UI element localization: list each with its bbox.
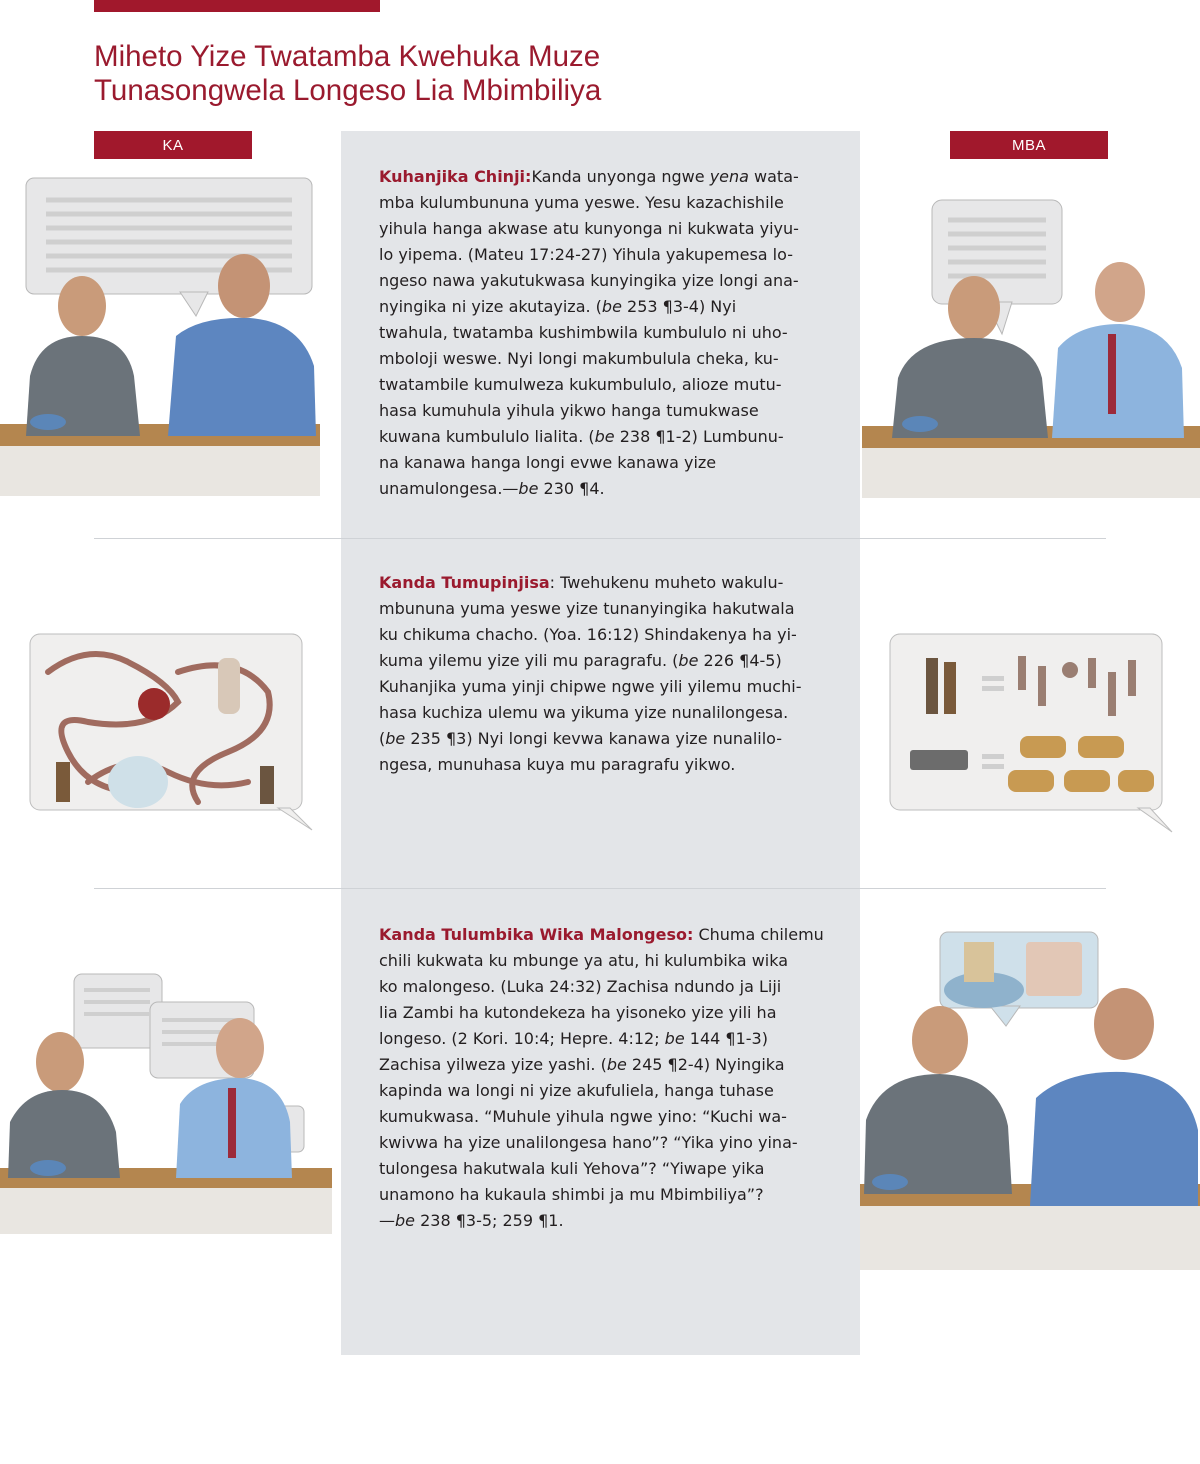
row2-left-illustration	[28, 632, 318, 832]
paragraph-line: yihula hanga akwase atu kunyonga ni kukwata yiyu-	[379, 219, 799, 238]
section-lead: Kanda Tulumbika Wika Malongeso:	[379, 925, 694, 944]
paragraph-line: unamono ha kukaula shimbi ja mu Mbimbiliya”?	[379, 1185, 764, 1204]
paragraph-line: nyingika ni yize akutayiza. (be 253 ¶3-4) Nyi	[379, 297, 737, 316]
paragraph-line: mboloji weswe. Nyi longi makumbulula cheka, ku-	[379, 349, 779, 368]
paragraph-line: kwivwa ha yize unalilongesa hano”? “Yika yino yina-	[379, 1133, 798, 1152]
paragraph-line: (be 235 ¶3) Nyi longi kevwa kanawa yize nunalilo-	[379, 729, 783, 748]
paragraph-line: longeso. (2 Kori. 10:4; Hepre. 4:12; be 144 ¶1-3)	[379, 1029, 768, 1048]
row3-right-illustration	[860, 930, 1200, 1270]
section-1-paragraph	[379, 164, 839, 502]
section-3-paragraph	[379, 922, 839, 1234]
paragraph-line: hasa kuchiza ulemu wa yikuma yize nunalilongesa.	[379, 703, 789, 722]
heart-thought-bubble-icon	[860, 930, 1200, 1270]
paragraph-line: ngesa, munuhasa kuya mu paragrafu yikwo.	[379, 755, 736, 774]
tangled-arrows-bubble-icon	[28, 632, 318, 832]
reference-abbrev: be	[385, 729, 406, 748]
paragraph-line: —be 238 ¶3-5; 259 ¶1.	[379, 1211, 564, 1230]
paragraph-line: kuwana kumbululo lialita. (be 238 ¶1-2) Lumbunu-	[379, 427, 784, 446]
page-title	[94, 40, 601, 108]
row1-right-illustration	[862, 198, 1200, 498]
paragraph-line: Kuhanjika Chinji:Kanda unyonga ngwe yena wata-	[379, 167, 799, 186]
paragraph-line: chili kukwata ku mbunge ya atu, hi kulumbika wika	[379, 951, 789, 970]
people-talking-bubble-icon	[862, 198, 1200, 498]
top-accent-bar	[94, 0, 380, 12]
simple-equation-bubble-icon	[888, 632, 1178, 834]
reference-abbrev: be	[678, 651, 699, 670]
reference-abbrev: be	[606, 1055, 627, 1074]
section-lead: Kanda Tumupinjisa	[379, 573, 550, 592]
people-talking-bubble-icon	[0, 176, 330, 496]
paragraph-line: lia Zambi ha kutondekeza ha yisoneko yize yili ha	[379, 1003, 777, 1022]
paragraph-line: lo yipema. (Mateu 17:24-27) Yihula yakupemesa lo-	[379, 245, 793, 264]
paragraph-line: mba kulumbununa yuma yeswe. Yesu kazachishile	[379, 193, 784, 212]
reference-abbrev: be	[601, 297, 622, 316]
paragraph-line: tulongesa hakutwala kuli Yehova”? “Yiwape yika	[379, 1159, 765, 1178]
paragraph-line: ko malongeso. (Luka 24:32) Zachisa ndundo ja Liji	[379, 977, 782, 996]
paragraph-line: unamulongesa.—be 230 ¶4.	[379, 479, 605, 498]
section-divider-1	[94, 538, 1106, 539]
paragraph-line: mbununa yuma yeswe yize tunanyingika hakutwala	[379, 599, 795, 618]
reference-abbrev: be	[664, 1029, 685, 1048]
paragraph-line: kapinda wa longi ni yize akufuliela, hanga tuhase	[379, 1081, 774, 1100]
paragraph-line: Kuhanjika yuma yinji chipwe ngwe yili yilemu muchi-	[379, 677, 802, 696]
section-2-paragraph	[379, 570, 839, 778]
discussion-bubbles-icon	[0, 972, 332, 1234]
title-line-2: Tunasongwela Longeso Lia Mbimbiliya	[94, 74, 602, 107]
paragraph-line: hasa kumuhula yihula yikwo hanga tumukwase	[379, 401, 759, 420]
reference-abbrev: be	[594, 427, 615, 446]
title-line-1: Miheto Yize Twatamba Kwehuka Muze	[94, 40, 601, 73]
section-divider-2	[94, 888, 1106, 889]
reference-abbrev: be	[518, 479, 539, 498]
label-ka: KA	[94, 131, 252, 159]
section-lead: Kuhanjika Chinji:	[379, 167, 532, 186]
paragraph-line: twatambile kumulweza kukumbululo, alioze mutu-	[379, 375, 782, 394]
reference-abbrev: be	[395, 1211, 415, 1230]
reference-abbrev: yena	[709, 167, 749, 186]
paragraph-line: Kanda Tumupinjisa: Twehukenu muheto wakulu-	[379, 573, 784, 592]
row2-right-illustration	[888, 632, 1178, 834]
paragraph-line: twahula, twatamba kushimbwila kumbululo ni uho-	[379, 323, 788, 342]
paragraph-line: ku chikuma chacho. (Yoa. 16:12) Shindakenya ha yi-	[379, 625, 797, 644]
row1-left-illustration	[0, 176, 330, 496]
row3-left-illustration	[0, 972, 332, 1234]
paragraph-line: Zachisa yilweza yize yashi. (be 245 ¶2-4) Nyingika	[379, 1055, 785, 1074]
paragraph-line: kuma yilemu yize yili mu paragrafu. (be 226 ¶4-5)	[379, 651, 782, 670]
paragraph-line: kumukwasa. “Muhule yihula ngwe yino: “Kuchi wa-	[379, 1107, 787, 1126]
label-mba: MBA	[950, 131, 1108, 159]
paragraph-line: ngeso nawa yakutukwasa kunyingika yize longi ana-	[379, 271, 799, 290]
paragraph-line: na kanawa hanga longi evwe kanawa yize	[379, 453, 717, 472]
paragraph-line: Kanda Tulumbika Wika Malongeso: Chuma chilemu	[379, 925, 824, 944]
